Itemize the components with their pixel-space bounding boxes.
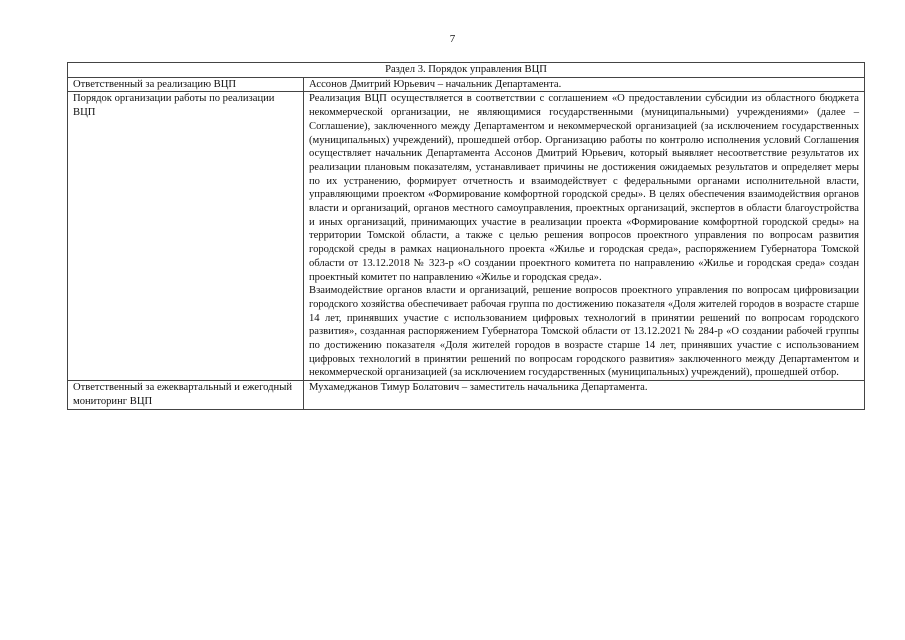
row-label: Ответственный за ежеквартальный и ежегодный мониторинг ВЦП [68,381,304,409]
row-value [304,77,865,92]
value-paragraph: Ассонов Дмитрий Юрьевич – начальник Департамента. [309,78,562,90]
section-title: Раздел 3. Порядок управления ВЦП [68,63,865,78]
row-label: Порядок организации работы по реализации ВЦП [68,92,304,381]
row-label: Ответственный за реализацию ВЦП [68,77,304,92]
value-paragraph: Взаимодействие органов власти и организаций, решение вопросов проектного управления по вопросам цифровизации городского хозяйства обеспечивает рабочая группа по достижению показателя «Доля жителей городов в возрасте старше 14 лет, принявших участие с использованием цифровых технологий в принятии решений по вопросам городского развития», созданная распоряжением Губернатора Томской области от 13.12.2021 № 284-р «О создании рабочей группы по достижению показателя «Доля жителей городов в возрасте старше 14 лет, принявших участие с использованием цифровых технологий в принятии решений по вопросам городского развития» заключенного между Департаментом и некоммерческой организацией (за исключением государственных (муниципальных) учреждений), прошедшей отбор. [309,285,860,379]
page-number: 7 [449,33,456,45]
table-row-organization [68,92,865,381]
value-paragraph: Мухамеджанов Тимур Болатович – заместитель начальника Департамента. [309,382,648,394]
table-row-responsible [68,77,865,92]
section-header-row [68,63,865,78]
table-row-monitoring [68,381,865,409]
governance-table [67,62,865,410]
value-paragraph: Реализация ВЦП осуществляется в соответствии с соглашением «О предоставлении субсидии из областного бюджета некоммерческой организации, не являющимися государственными (муниципальными) учреждениями» (далее – Соглашение), заключенного между Департаментом и некоммерческой организацией (за исключением государственных (муниципальных) учреждений), прошедшей отбор. Организацию работы по контролю исполнения условий Соглашения осуществляет начальник Департамента Ассонов Дмитрий Юрьевич, который выявляет несоответствие результатов их реализации плановым показателям, устанавливает причины не достижения ожидаемых результатов и определяет меры по их устранению, формирует отчетность и взаимодействует с федеральными органами исполнительной власти, управляющими проектом «Формирование комфортной городской среды». В целях обеспечения взаимодействия органов власти и организаций, органов местного самоуправления, проектных организаций, экспертов в области благоустройства и иных организаций, принимающих участие в реализации проекта «Формирование комфортной городской среды» на территории Томской области, а также с целью решения вопросов проектного управления по вопросам развития городской среды в рамках национального проекта «Жилье и городская среда», распоряжением Губернатора Томской области от 13.12.2018 № 323-р «О создании проектного комитета по направлению «Жилье и городская среда» создан проектный комитет по направлению «Жилье и городская среда». [309,93,860,283]
row-value [304,381,865,409]
row-value [304,92,865,381]
